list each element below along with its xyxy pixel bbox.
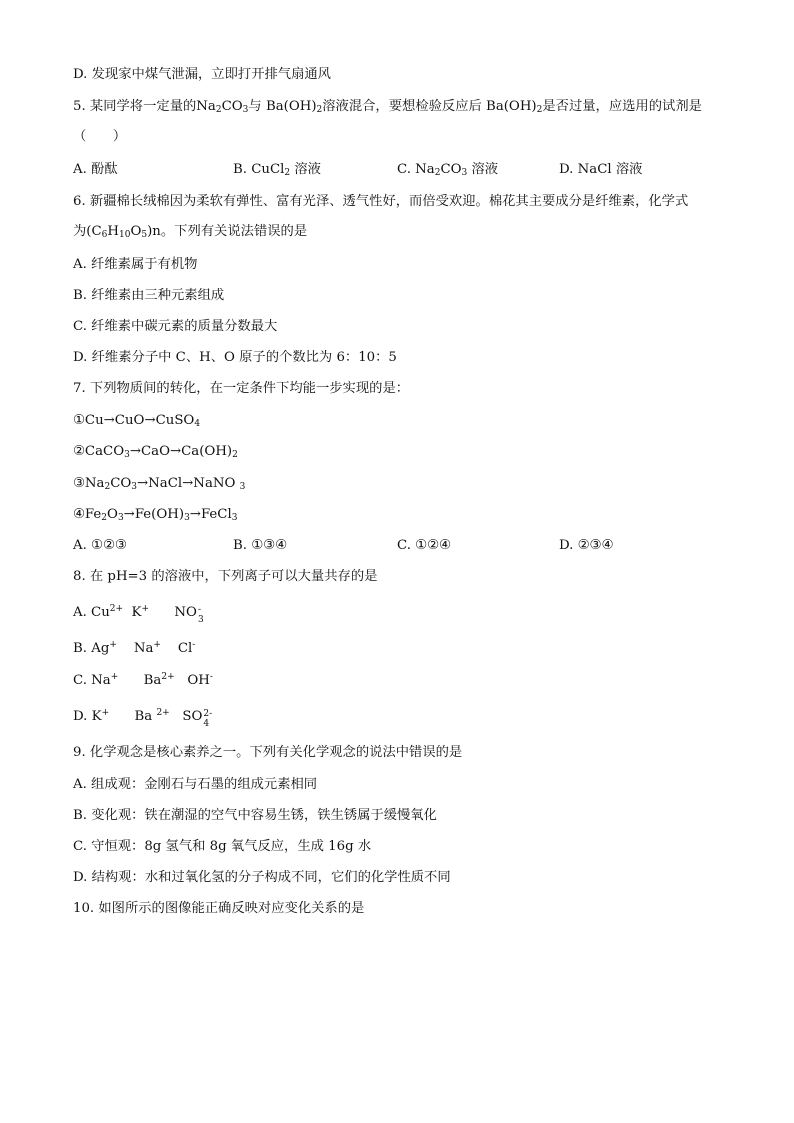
q10-stem: 10. 如图所示的图像能正确反映对应变化关系的是	[73, 901, 365, 916]
q7-option-b: B. ①③④	[233, 538, 287, 553]
q6-option-d: D. 纤维素分子中 C、H、O 原子的个数比为 6：10：5	[73, 350, 397, 365]
q5-option-a: A. 酚酞	[73, 162, 118, 177]
q7-item-1: ①Cu→CuO→CuSO$_4$	[73, 413, 201, 429]
q5-paren: （ ）	[73, 129, 127, 144]
q8-option-b: B. Ag+ Na+ Cl-	[73, 640, 196, 656]
q9-option-b: B. 变化观：铁在潮湿的空气中容易生锈，铁生锈属于缓慢氧化	[73, 808, 437, 823]
q4-option-d: D. 发现家中煤气泄漏，立即打开排气扇通风	[73, 67, 331, 82]
q9-option-d: D. 结构观：水和过氧化氢的分子构成不同，它们的化学性质不同	[73, 870, 451, 885]
q5-option-d: D. NaCl 溶液	[559, 162, 643, 177]
q6-option-c: C. 纤维素中碳元素的质量分数最大	[73, 319, 278, 334]
q8-option-c: C. Na+ $Ba^{2+}$ OH-	[73, 672, 213, 688]
q9-stem: 9. 化学观念是核心素养之一。下列有关化学观念的说法中错误的是	[73, 745, 463, 760]
q7-option-d: D. ②③④	[559, 538, 614, 553]
q5-option-b: B. CuCl$_2$ 溶液	[233, 162, 321, 178]
q5-stem: 5. 某同学将一定量的$Na_2CO_3$与 $Ba(OH)_2$溶液混合，要想检验反应后 $Ba(OH)_2$是否过量，应选用的试剂是	[73, 99, 702, 115]
q6-stem-line2: 为$(C_6H_{10}O_5)n$。下列有关说法错误的是	[73, 224, 308, 240]
q9-option-a: A. 组成观：金刚石与石墨的组成元素相同	[73, 777, 318, 792]
q7-item-2: $②CaCO_3\to CaO\to Ca(OH)_2$	[73, 444, 238, 460]
q9-option-c: C. 守恒观：8g 氢气和 8g 氧气反应，生成 16g 水	[73, 839, 372, 854]
q6-option-b: B. 纤维素由三种元素组成	[73, 288, 225, 303]
q6-stem-line1: 6. 新疆棉长绒棉因为柔软有弹性、富有光泽、透气性好，而倍受欢迎。棉花其主要成分是纤维素，化学式	[73, 194, 689, 209]
q7-stem: 7. 下列物质间的转化，在一定条件下均能一步实现的是：	[73, 381, 410, 396]
q7-option-a: A. ①②③	[73, 538, 127, 553]
q7-option-c: C. ①②④	[397, 538, 451, 553]
q7-item-4: $④Fe_2O_3\to Fe(OH)_3\to FeCl_3$	[73, 507, 238, 523]
q6-option-a: A. 纤维素属于有机物	[73, 257, 198, 272]
q7-item-3: $③Na_2CO_3\to NaCl\to NaNO$ $_3$	[73, 476, 246, 492]
q8-option-d: D. K+ Ba $^{2+}$ SO 2- 4	[73, 708, 213, 729]
q8-option-a: A. $Cu^{2+}$ K+ NO - 3	[73, 604, 204, 625]
q8-stem: 8. 在 pH=3 的溶液中，下列离子可以大量共存的是	[73, 569, 378, 584]
q5-option-c: C. $Na_2CO_3$ 溶液	[397, 162, 499, 178]
